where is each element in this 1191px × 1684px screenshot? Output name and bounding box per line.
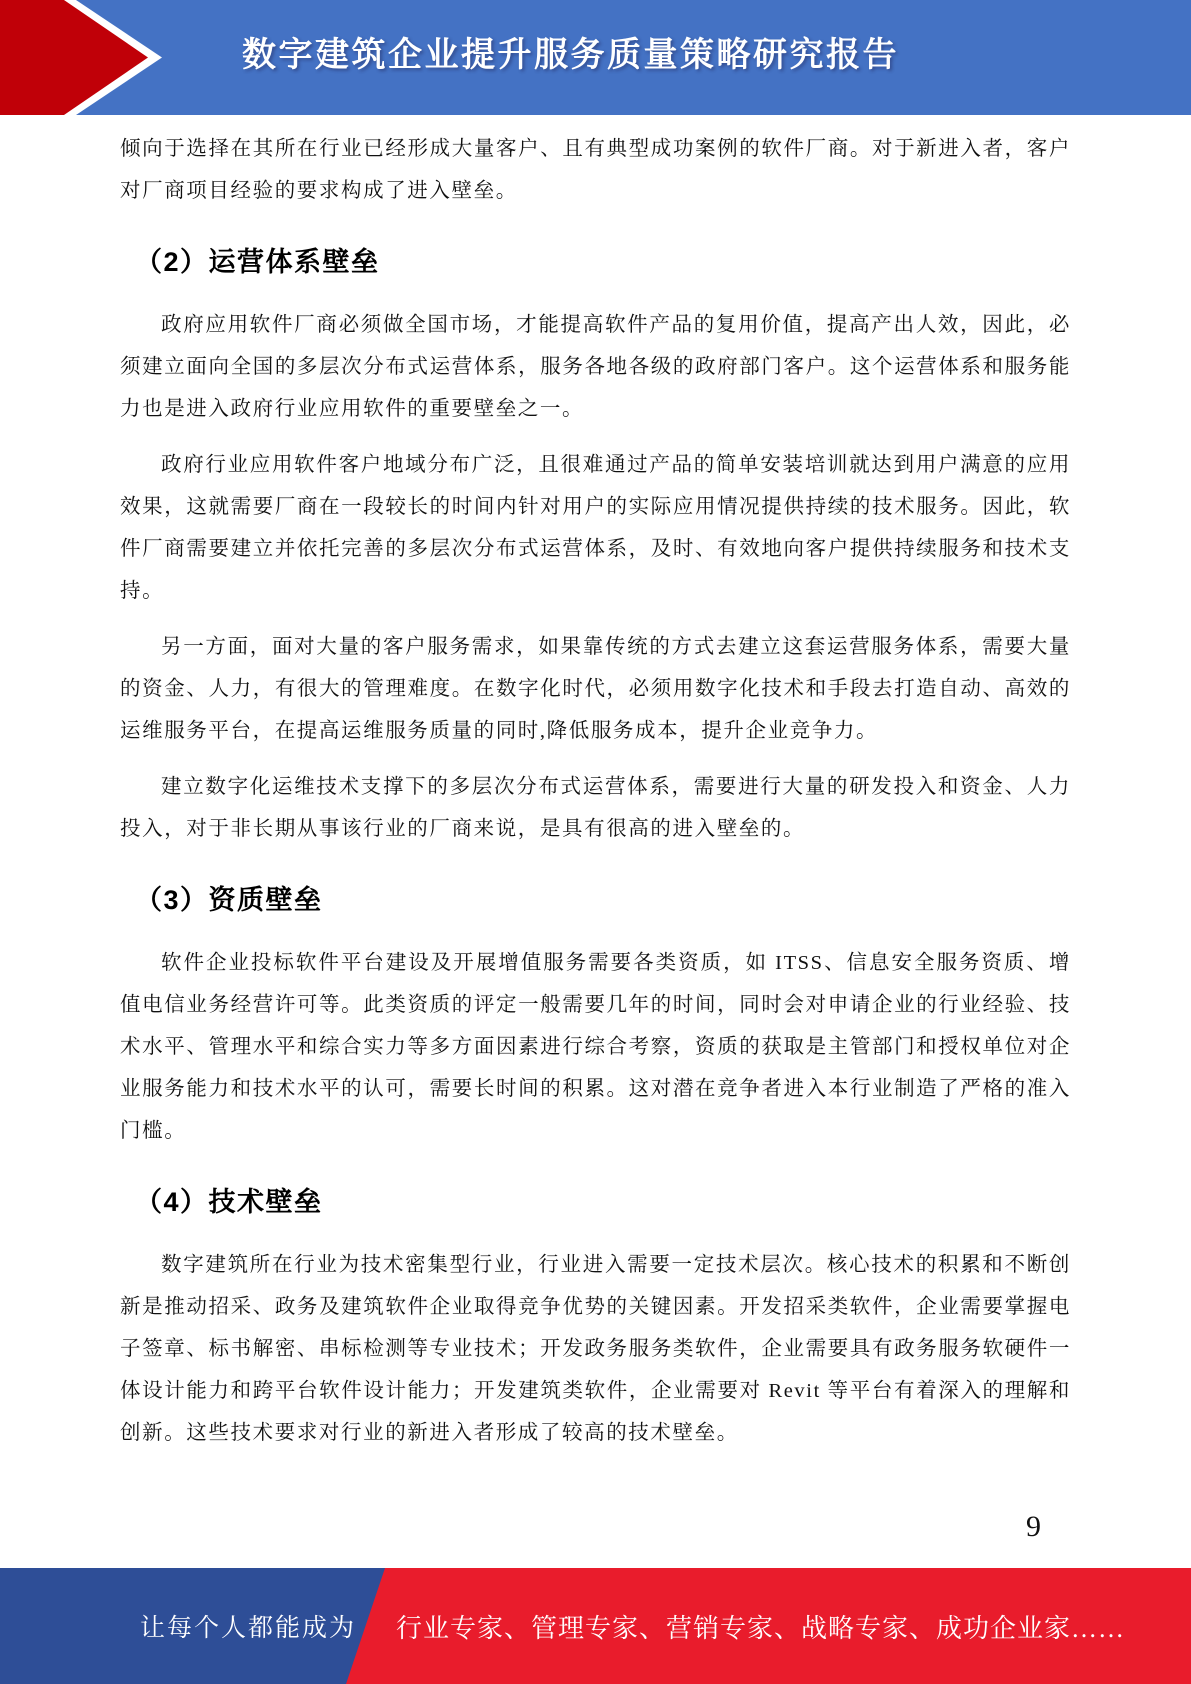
footer-bar xyxy=(0,1568,1191,1684)
body-paragraph: 建立数字化运维技术支撑下的多层次分布式运营体系，需要进行大量的研发投入和资金、人力投入，对于非长期从事该行业的厂商来说，是具有很高的进入壁垒的。 xyxy=(120,776,1071,840)
intro-paragraph: 倾向于选择在其所在行业已经形成大量客户、且有典型成功案例的软件厂商。对于新进入者，客户对厂商项目经验的要求构成了进入壁垒。 xyxy=(120,138,1071,202)
footer-slogan-left: 让每个人都能成为 xyxy=(140,1615,357,1642)
body-paragraph: 数字建筑所在行业为技术密集型行业，行业进入需要一定技术层次。核心技术的积累和不断创新是推动招采、政务及建筑软件企业取得竞争优势的关键因素。开发招采类软件，企业需要掌握电子签章、标书解密、串标检测等专业技术；开发政务服务类软件，企业需要具有政务服务软硬件一体设计能力和跨平台软件设计能力；开发建筑类软件，企业需要对 Revit 等平台有着深入的理解和创新。这些技术要求对行业的新进入者形成了较高的技术壁垒。 xyxy=(120,1254,1071,1444)
section-heading-qualification-barrier: （3）资质壁垒 xyxy=(135,885,323,915)
body-paragraph: 软件企业投标软件平台建设及开展增值服务需要各类资质，如 ITSS、信息安全服务资质、增值电信业务经营许可等。此类资质的评定一般需要几年的时间，同时会对申请企业的行业经验、技术水平、管理水平和综合实力等多方面因素进行综合考察，资质的获取是主管部门和授权单位对企业服务能力和技术水平的认可，需要长时间的积累。这对潜在竞争者进入本行业制造了严格的准入门槛。 xyxy=(120,952,1071,1142)
section-heading-operation-barrier: （2）运营体系壁垒 xyxy=(135,247,380,277)
red-chevron-icon xyxy=(0,0,170,115)
content-area xyxy=(120,128,1071,1468)
section-heading-technology-barrier: （4）技术壁垒 xyxy=(135,1187,323,1217)
footer-slogan-right: 行业专家、管理专家、营销专家、战略专家、成功企业家…… xyxy=(396,1613,1126,1643)
report-title: 数字建筑企业提升服务质量策略研究报告 xyxy=(242,35,899,74)
page-number: 9 xyxy=(1026,1510,1041,1543)
body-paragraph: 政府应用软件厂商必须做全国市场，才能提高软件产品的复用价值，提高产出人效，因此，必须建立面向全国的多层次分布式运营体系，服务各地各级的政府部门客户。这个运营体系和服务能力也是进入政府行业应用软件的重要壁垒之一。 xyxy=(120,314,1071,420)
body-paragraph: 政府行业应用软件客户地域分布广泛，且很难通过产品的简单安装培训就达到用户满意的应用效果，这就需要厂商在一段较长的时间内针对用户的实际应用情况提供持续的技术服务。因此，软件厂商需要建立并依托完善的多层次分布式运营体系，及时、有效地向客户提供持续服务和技术支持。 xyxy=(120,454,1071,602)
header-banner xyxy=(0,0,1191,115)
body-paragraph: 另一方面，面对大量的客户服务需求，如果靠传统的方式去建立这套运营服务体系，需要大量的资金、人力，有很大的管理难度。在数字化时代，必须用数字化技术和手段去打造自动、高效的运维服务平台，在提高运维服务质量的同时,降低服务成本，提升企业竞争力。 xyxy=(120,636,1071,742)
